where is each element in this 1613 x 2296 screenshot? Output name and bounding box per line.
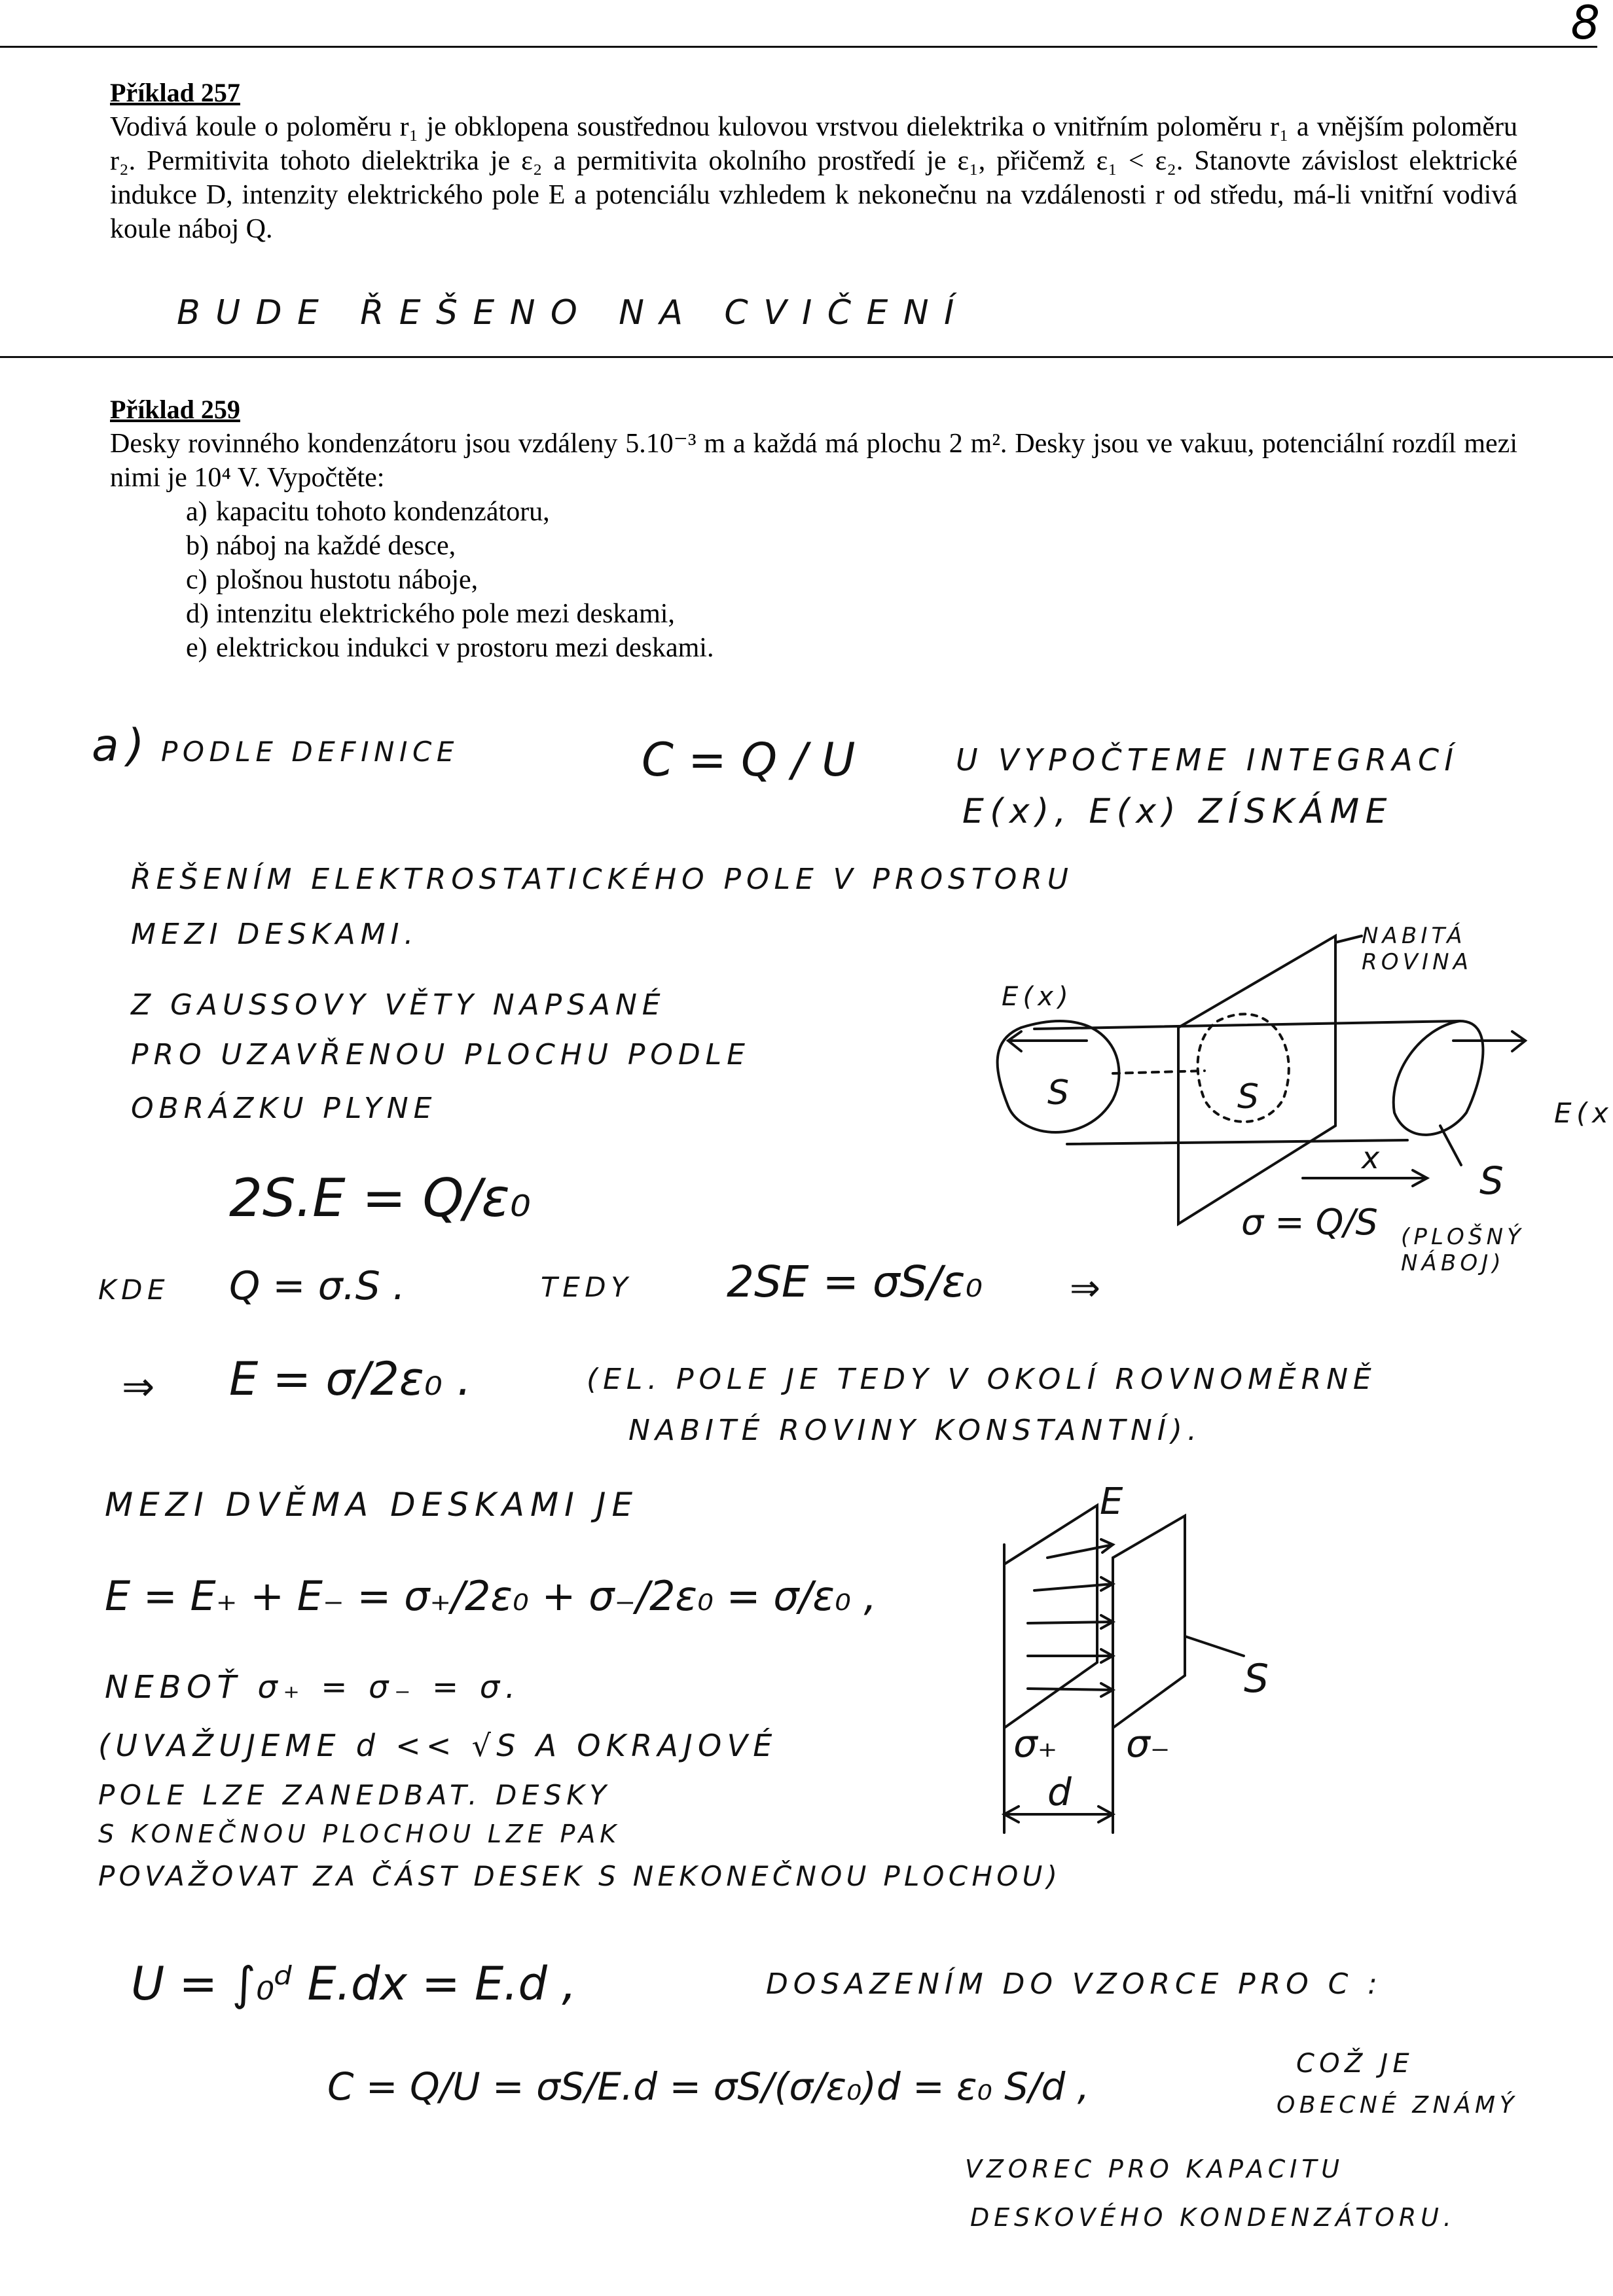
fig1-label-plane-a: NABITÁ ROVINA: [1362, 923, 1473, 975]
solution-line-12: (UVAŽUJEME d << √S A OKRAJOVÉ: [98, 1728, 778, 1763]
item-label: e): [186, 633, 208, 663]
problem-257-text: Vodivá koule o poloměru r₁ je obklopena soustřednou kulovou vrstvou dielektrika o vnitřním poloměru r₁ a vnějším poloměru r₂. Permitivita tohoto dielektrika je ε₂ a permitivita okolního prostředí je ε₁, přičemž ε₁ < ε₂. Stanovte závislost elektrické indukce D, intenzity elektrického pole E a potenciálu vzhledem k nekonečnu na vzdálenosti r od středu, má-li vnitřní vodivá koule náboj Q.: [110, 112, 1517, 244]
equation-2se: 2SE = σS/ε₀: [727, 1257, 983, 1307]
implies-arrow-2: ⇒: [122, 1364, 155, 1410]
solution-line-6: OBRÁZKU PLYNE: [131, 1092, 437, 1125]
fig1-label-s-left: S: [1047, 1073, 1070, 1113]
solution-line-17-note-a: COŽ JE: [1296, 2049, 1414, 2079]
solution-line-18-b: DESKOVÉHO KONDENZÁTORU.: [970, 2203, 1456, 2232]
solution-a-label: a): [92, 720, 153, 772]
item-text: náboj na každé desce,: [216, 531, 456, 561]
solution-line-11: NEBOŤ σ₊ = σ₋ = σ.: [105, 1669, 521, 1706]
fig1-label-x: x: [1362, 1140, 1380, 1175]
problem-257-title: Příklad 257: [110, 78, 240, 107]
solution-line-1-right-b: E(x), E(x) ZÍSKÁME: [962, 792, 1393, 831]
fig2-label-s: S: [1244, 1656, 1269, 1702]
solution-line-8-note-b: NABITÉ ROVINY KONSTANTNÍ).: [628, 1414, 1202, 1447]
problem-259-title: Příklad 259: [110, 395, 240, 424]
solution-line-7-tedy: TEDY: [541, 1271, 633, 1303]
fig2-label-sigma-plus: σ₊: [1013, 1721, 1058, 1766]
solution-line-3: MEZI DESKAMI.: [131, 918, 419, 951]
equation-charge: Q = σ.S .: [229, 1263, 405, 1309]
solution-line-4: Z GAUSSOVY VĚTY NAPSANÉ: [131, 988, 666, 1022]
problem-257-handwritten-note: BUDE ŘEŠENO NA CVIČENÍ: [177, 293, 970, 332]
page-number: 8: [1570, 0, 1600, 50]
equation-voltage: U = ∫₀ᵈ E.dx = E.d ,: [131, 1957, 577, 2011]
solution-line-5: PRO UZAVŘENOU PLOCHU PODLE: [131, 1038, 750, 1071]
solution-line-7-kde: KDE: [98, 1274, 170, 1306]
solution-line-15: POVAŽOVAT ZA ČÁST DESEK S NEKONEČNOU PLOCHOU): [98, 1860, 1062, 1892]
solution-line-1-right-a: U VYPOČTEME INTEGRACÍ: [956, 742, 1459, 778]
formula-capacity-definition: C = Q / U: [642, 733, 856, 787]
item-text: intenzitu elektrického pole mezi deskami,: [216, 599, 675, 629]
solution-line-1: PODLE DEFINICE: [161, 736, 459, 768]
fig1-label-s-mid: S: [1237, 1077, 1260, 1117]
fig2-label-sigma-minus: σ₋: [1126, 1721, 1170, 1766]
item-text: elektrickou indukci v prostoru mezi deskami.: [216, 633, 714, 663]
equation-e-plane: E = σ/2ε₀ .: [229, 1352, 472, 1406]
item-label: a): [186, 497, 208, 527]
fig2-label-d: d: [1047, 1770, 1072, 1814]
solution-line-16: DOSAZENÍM DO VZORCE PRO C :: [766, 1967, 1383, 2001]
equation-gauss: 2S.E = Q/ε₀: [229, 1168, 531, 1229]
implies-arrow-1: ⇒: [1070, 1267, 1100, 1310]
fig1-label-sigma: σ = Q/S: [1241, 1202, 1378, 1243]
problem-259-text: Desky rovinného kondenzátoru jsou vzdáleny 5.10⁻³ m a každá má plochu 2 m². Desky jsou ve vakuu, potenciální rozdíl mezi nimi je 10⁴ V. Vypočtěte:: [110, 429, 1517, 493]
solution-line-9: MEZI DVĚMA DESKAMI JE: [105, 1486, 639, 1524]
solution-line-17-note-b: OBECNÉ ZNÁMÝ: [1277, 2092, 1519, 2119]
fig1-label-ex-left: E(x): [1002, 982, 1073, 1012]
item-text: kapacitu tohoto kondenzátoru,: [216, 497, 550, 527]
solution-line-8-note-a: (EL. POLE JE TEDY V OKOLÍ ROVNOMĚRNĚ: [587, 1363, 1377, 1396]
fig2-label-e: E: [1100, 1480, 1123, 1523]
item-label: b): [186, 531, 209, 561]
fig1-label-ex-right: E(x: [1554, 1097, 1613, 1129]
equation-superposition: E = E₊ + E₋ = σ₊/2ε₀ + σ₋/2ε₀ = σ/ε₀ ,: [105, 1572, 877, 1620]
solution-line-2: ŘEŠENÍM ELEKTROSTATICKÉHO POLE V PROSTORU: [131, 863, 1074, 896]
fig1-label-charge: (PLOŠNÝ NÁBOJ): [1401, 1224, 1525, 1276]
solution-line-14: S KONEČNOU PLOCHOU LZE PAK: [98, 1820, 621, 1848]
equation-capacity-final: C = Q/U = σS/E.d = σS/(σ/ε₀)d = ε₀ S/d ,: [327, 2064, 1090, 2109]
solution-line-18-a: VZOREC PRO KAPACITU: [965, 2155, 1344, 2183]
item-label: c): [186, 565, 208, 595]
item-text: plošnou hustotu náboje,: [216, 565, 479, 595]
solution-line-13: POLE LZE ZANEDBAT. DESKY: [98, 1779, 611, 1811]
fig1-label-s-right: S: [1479, 1158, 1504, 1203]
item-label: d): [186, 599, 209, 629]
